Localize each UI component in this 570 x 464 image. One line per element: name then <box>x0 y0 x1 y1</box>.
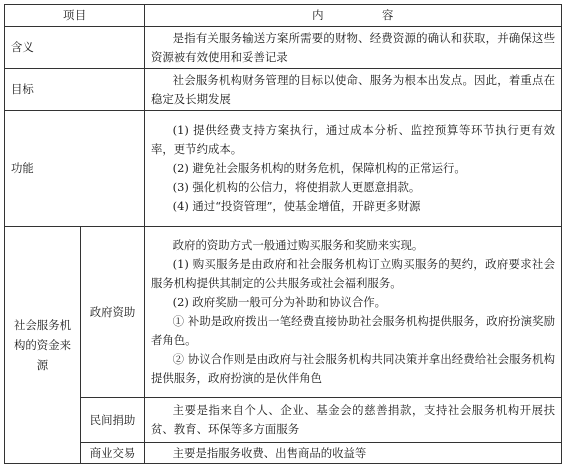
table-row-function <box>5 111 562 227</box>
row-content-private-donation <box>145 398 562 443</box>
row-content-definition <box>145 27 562 69</box>
table-row-government-funding <box>5 227 562 398</box>
sub-label-government-funding: 政府资助 <box>81 227 145 398</box>
function-item: (2) 避免社会服务机构的财务危机，保障机构的正常运行。 <box>172 161 466 175</box>
row-content-goal <box>145 69 562 111</box>
definition-text: 是指有关服务输送方案所需要的财物、经费资源的确认和获取，并确保这些资源被有效使用和妥善记录 <box>151 30 555 64</box>
header-content-char-2: 容 <box>382 8 394 22</box>
commercial-trade-text: 主要是指服务收费、出售商品的收益等 <box>172 445 367 460</box>
government-funding-line: (1) 购买服务是由政府和社会服务机构订立购买服务的契约，政府要求社会服务机构提供其制定的公共服务或社会福利服务。 <box>151 257 555 290</box>
table-header-row <box>5 5 562 27</box>
row-label-goal: 目标 <box>5 69 145 111</box>
government-funding-line: (2) 政府奖励一般可分为补助和协议合作。 <box>172 295 387 309</box>
row-content-commercial-trade <box>145 443 562 464</box>
function-item: (3) 强化机构的公信力，将使捐款人更愿意捐款。 <box>172 180 421 194</box>
table-row-private-donation <box>5 398 562 443</box>
header-content-char-1: 内 <box>312 8 324 22</box>
private-donation-text: 主要是指来自个人、企业、基金会的慈善捐款，支持社会服务机构开展扶贫、教育、环保等多方面服务 <box>151 403 555 436</box>
function-item: (1) 提供经费支持方案执行，通过成本分析、监控预算等环节执行更有效率，更节约成本。 <box>151 123 555 156</box>
table-row-goal <box>5 69 562 111</box>
government-funding-line: ② 协议合作则是由政府与社会服务机构共同决策并拿出经费给社会服务机构提供服务，政府扮演的是伙伴角色 <box>151 352 555 385</box>
row-content-function <box>145 111 562 227</box>
row-label-definition: 含义 <box>5 27 145 69</box>
row-label-funding-sources: 社会服务机构的资金来源 <box>5 227 81 464</box>
header-item-cell <box>5 5 145 27</box>
goal-text: 社会服务机构财务管理的目标以使命、服务为根本出发点。因此，着重点在稳定及长期发展 <box>151 72 555 106</box>
government-funding-line: ① 补助是政府拨出一笔经费直接协助社会服务机构提供服务，政府扮演奖励者角色。 <box>151 314 555 347</box>
header-item-char-2: 目 <box>74 8 87 22</box>
government-funding-line: 政府的资助方式一般通过购买服务和奖励来实现。 <box>172 238 424 252</box>
header-item-char-1: 项 <box>63 8 75 22</box>
table-row-definition <box>5 27 562 69</box>
finance-management-table <box>4 4 562 464</box>
row-content-government-funding <box>145 227 562 398</box>
header-content-cell <box>145 5 562 27</box>
sub-label-private-donation: 民间捐助 <box>81 398 145 443</box>
sub-label-commercial-trade: 商业交易 <box>81 443 145 464</box>
row-label-function: 功能 <box>5 111 145 227</box>
table-row-commercial-trade <box>5 443 562 464</box>
function-item: (4) 通过“投资管理”，使基金增值，开辟更多财源 <box>172 199 421 213</box>
